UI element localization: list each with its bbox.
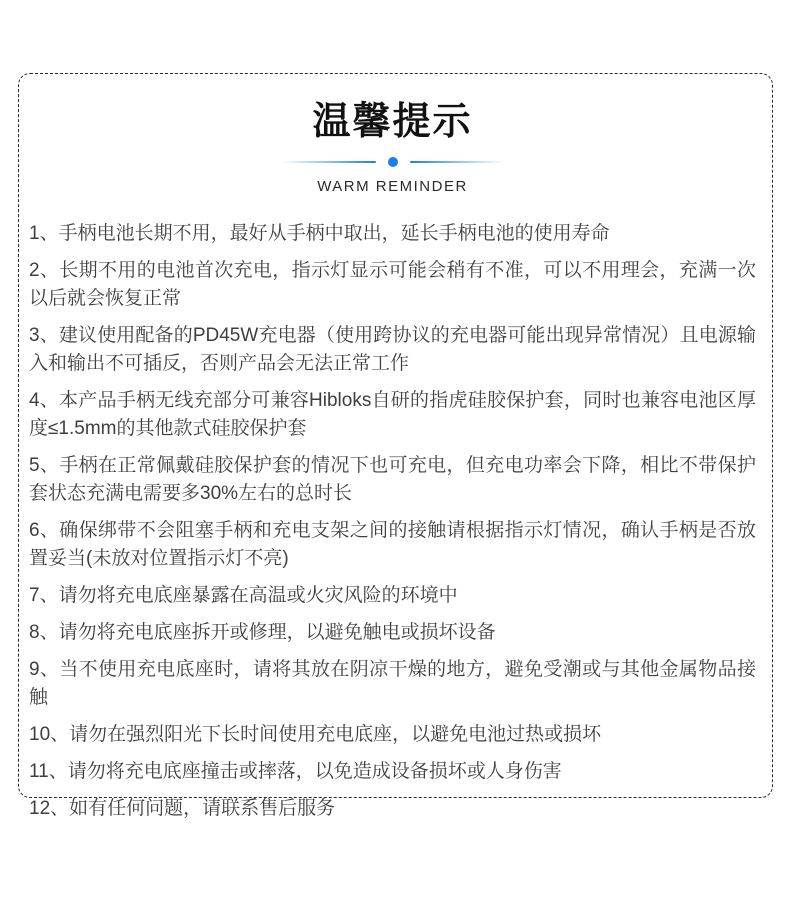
reminder-item-6: 6、确保绑带不会阻塞手柄和充电支架之间的接触请根据指示灯情况，确认手柄是否放置妥当(未放对位置指示灯不亮) (29, 520, 756, 569)
divider-line-right (410, 161, 504, 163)
reminder-item-7: 7、请勿将充电底座暴露在高温或火灾风险的环境中 (29, 585, 458, 606)
warm-reminder-card (18, 73, 773, 819)
reminder-item-4: 4、本产品手柄无线充部分可兼容Hibloks自研的指虎硅胶保护套，同时也兼容电池区厚度≤1.5mm的其他款式硅胶保护套 (29, 390, 756, 439)
title-divider (29, 157, 756, 167)
reminder-item-8: 8、请勿将充电底座拆开或修理，以避免触电或损坏设备 (29, 622, 496, 643)
reminder-item-11: 11、请勿将充电底座撞击或摔落，以免造成设备损坏或人身伤害 (29, 761, 562, 782)
reminder-item-9: 9、当不使用充电底座时，请将其放在阴凉干燥的地方，避免受潮或与其他金属物品接触 (29, 659, 756, 708)
reminder-item-1: 1、手柄电池长期不用，最好从手柄中取出，延长手柄电池的使用寿命 (29, 223, 610, 244)
reminder-item-2: 2、长期不用的电池首次充电，指示灯显示可能会稍有不准，可以不用理会，充满一次以后就会恢复正常 (29, 260, 756, 309)
page-subtitle: WARM REMINDER (317, 178, 468, 195)
divider-dot-icon (388, 157, 398, 167)
reminder-list (29, 220, 756, 823)
divider-line-left (282, 161, 376, 163)
page-title: 温馨提示 (312, 101, 473, 143)
reminder-item-3: 3、建议使用配备的PD45W充电器（使用跨协议的充电器可能出现异常情况）且电源输入和输出不可插反，否则产品会无法正常工作 (29, 325, 756, 374)
reminder-item-5: 5、手柄在正常佩戴硅胶保护套的情况下也可充电，但充电功率会下降，相比不带保护套状态充满电需要多30%左右的总时长 (29, 455, 756, 504)
reminder-item-12: 12、如有任何问题，请联系售后服务 (29, 798, 336, 819)
reminder-item-10: 10、请勿在强烈阳光下长时间使用充电底座，以避免电池过热或损坏 (29, 724, 602, 745)
